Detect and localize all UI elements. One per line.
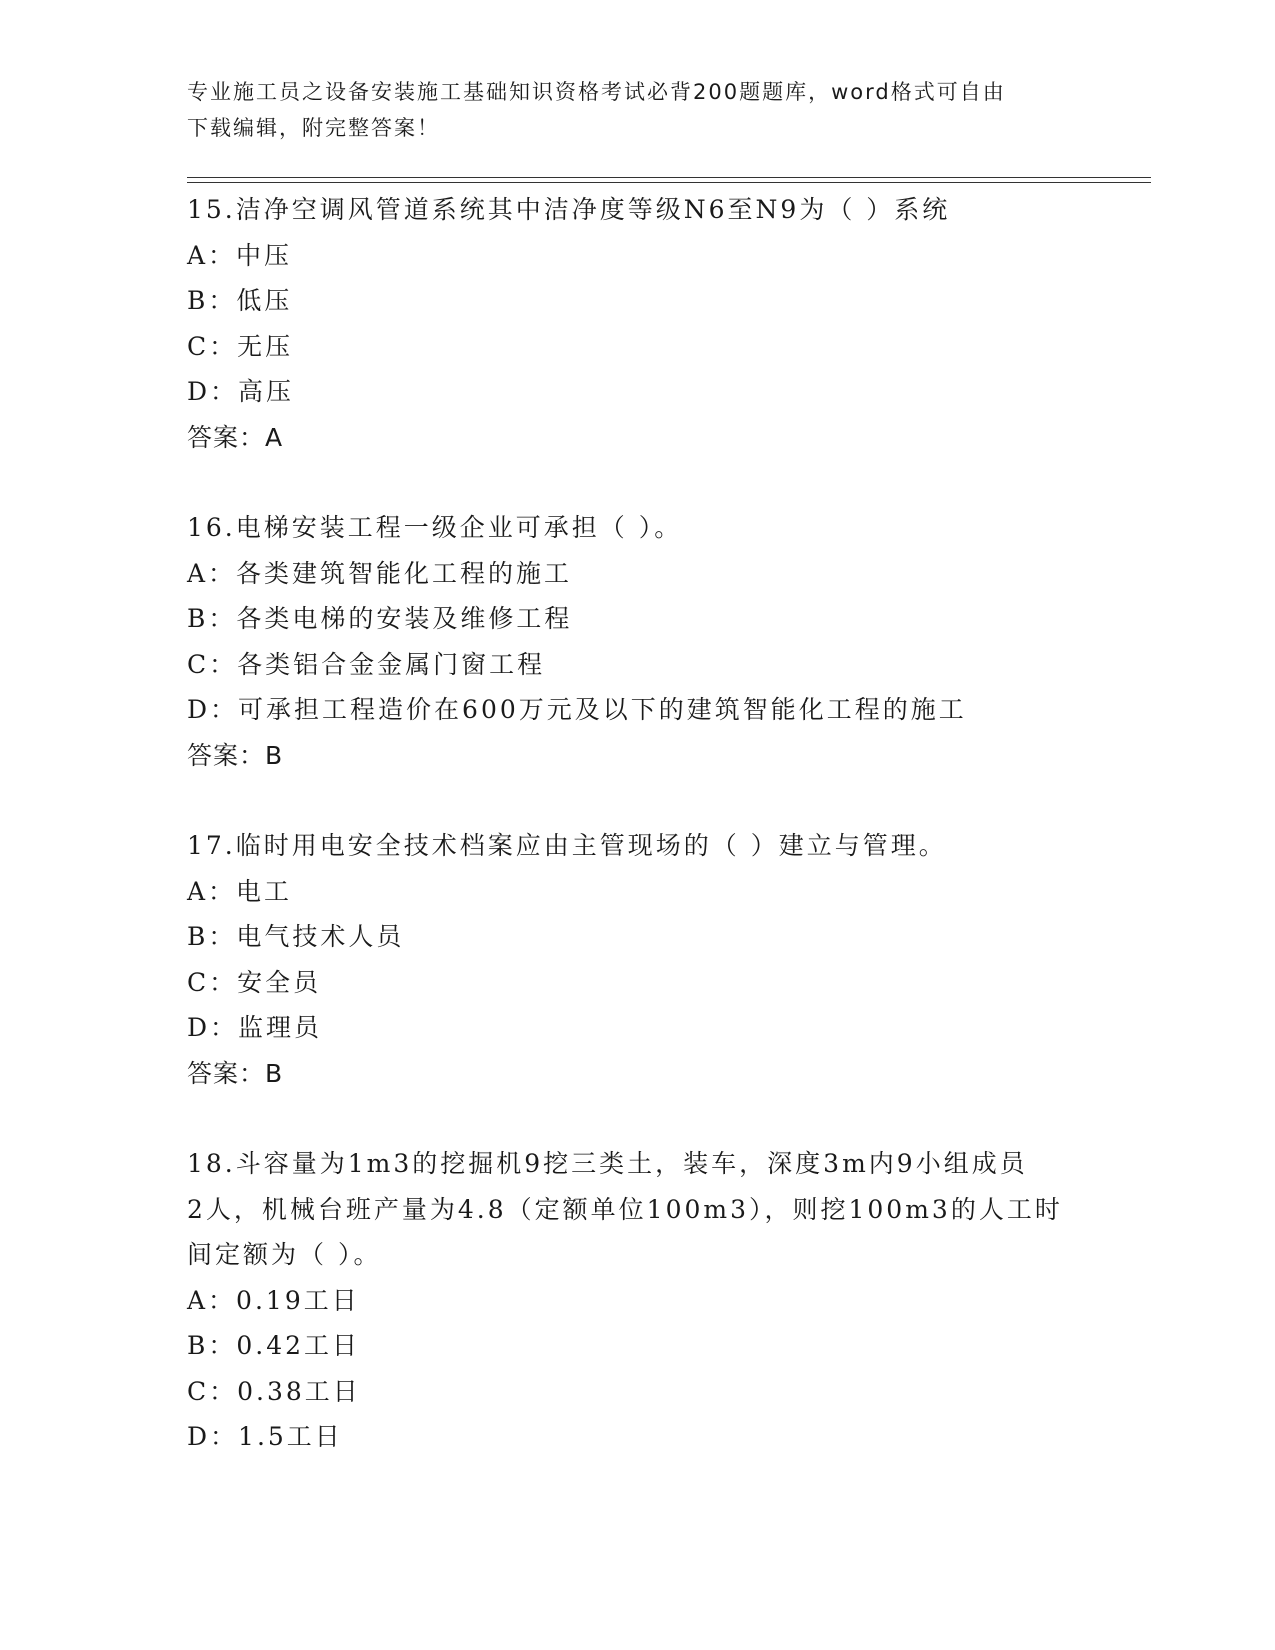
answer: 答案：B <box>187 1058 284 1088</box>
option-b: B：电气技术人员 <box>187 922 405 951</box>
option-b: B：0.42工日 <box>187 1331 361 1360</box>
question-stem: 15.洁净空调风管道系统其中洁净度等级N6至N9为（ ）系统 <box>187 195 951 224</box>
question-18 <box>187 1141 1087 1460</box>
option-a: A：中压 <box>187 240 293 270</box>
question-stem-line-1: 18.斗容量为1m3的挖掘机9挖三类土，装车，深度3m内9小组成员 <box>187 1149 1028 1178</box>
header-divider-top <box>187 177 1151 178</box>
option-c: C：无压 <box>187 331 294 361</box>
question-stem-line-3: 间定额为（ ）。 <box>187 1240 382 1269</box>
answer: 答案：A <box>187 422 284 452</box>
question-17 <box>187 823 1087 1096</box>
option-d: D：可承担工程造价在600万元及以下的建筑智能化工程的施工 <box>187 695 967 724</box>
question-15 <box>187 187 1087 460</box>
option-c: C：0.38工日 <box>187 1376 361 1406</box>
question-stem: 17.临时用电安全技术档案应由主管现场的（ ）建立与管理。 <box>187 831 947 860</box>
option-b: B：各类电梯的安装及维修工程 <box>187 604 573 633</box>
document-header <box>187 74 1067 146</box>
option-d: D：高压 <box>187 377 295 406</box>
option-b: B：低压 <box>187 286 293 315</box>
option-c: C：各类铝合金金属门窗工程 <box>187 649 546 679</box>
header-divider-bottom <box>187 182 1151 183</box>
question-stem: 16.电梯安装工程一级企业可承担（ ）。 <box>187 513 683 542</box>
option-d: D：1.5工日 <box>187 1422 343 1451</box>
option-d: D：监理员 <box>187 1013 323 1042</box>
question-16 <box>187 505 1087 778</box>
option-a: A：电工 <box>187 876 293 906</box>
question-stem-line-2: 2人，机械台班产量为4.8（定额单位100m3），则挖100m3的人工时 <box>187 1194 1063 1224</box>
option-a: A：各类建筑智能化工程的施工 <box>187 558 573 588</box>
option-a: A：0.19工日 <box>187 1285 360 1315</box>
answer: 答案：B <box>187 740 284 770</box>
header-line-1: 专业施工员之设备安装施工基础知识资格考试必背200题题库，word格式可自由 <box>187 80 1006 104</box>
option-c: C：安全员 <box>187 967 322 997</box>
header-line-2: 下载编辑，附完整答案！ <box>187 116 440 140</box>
